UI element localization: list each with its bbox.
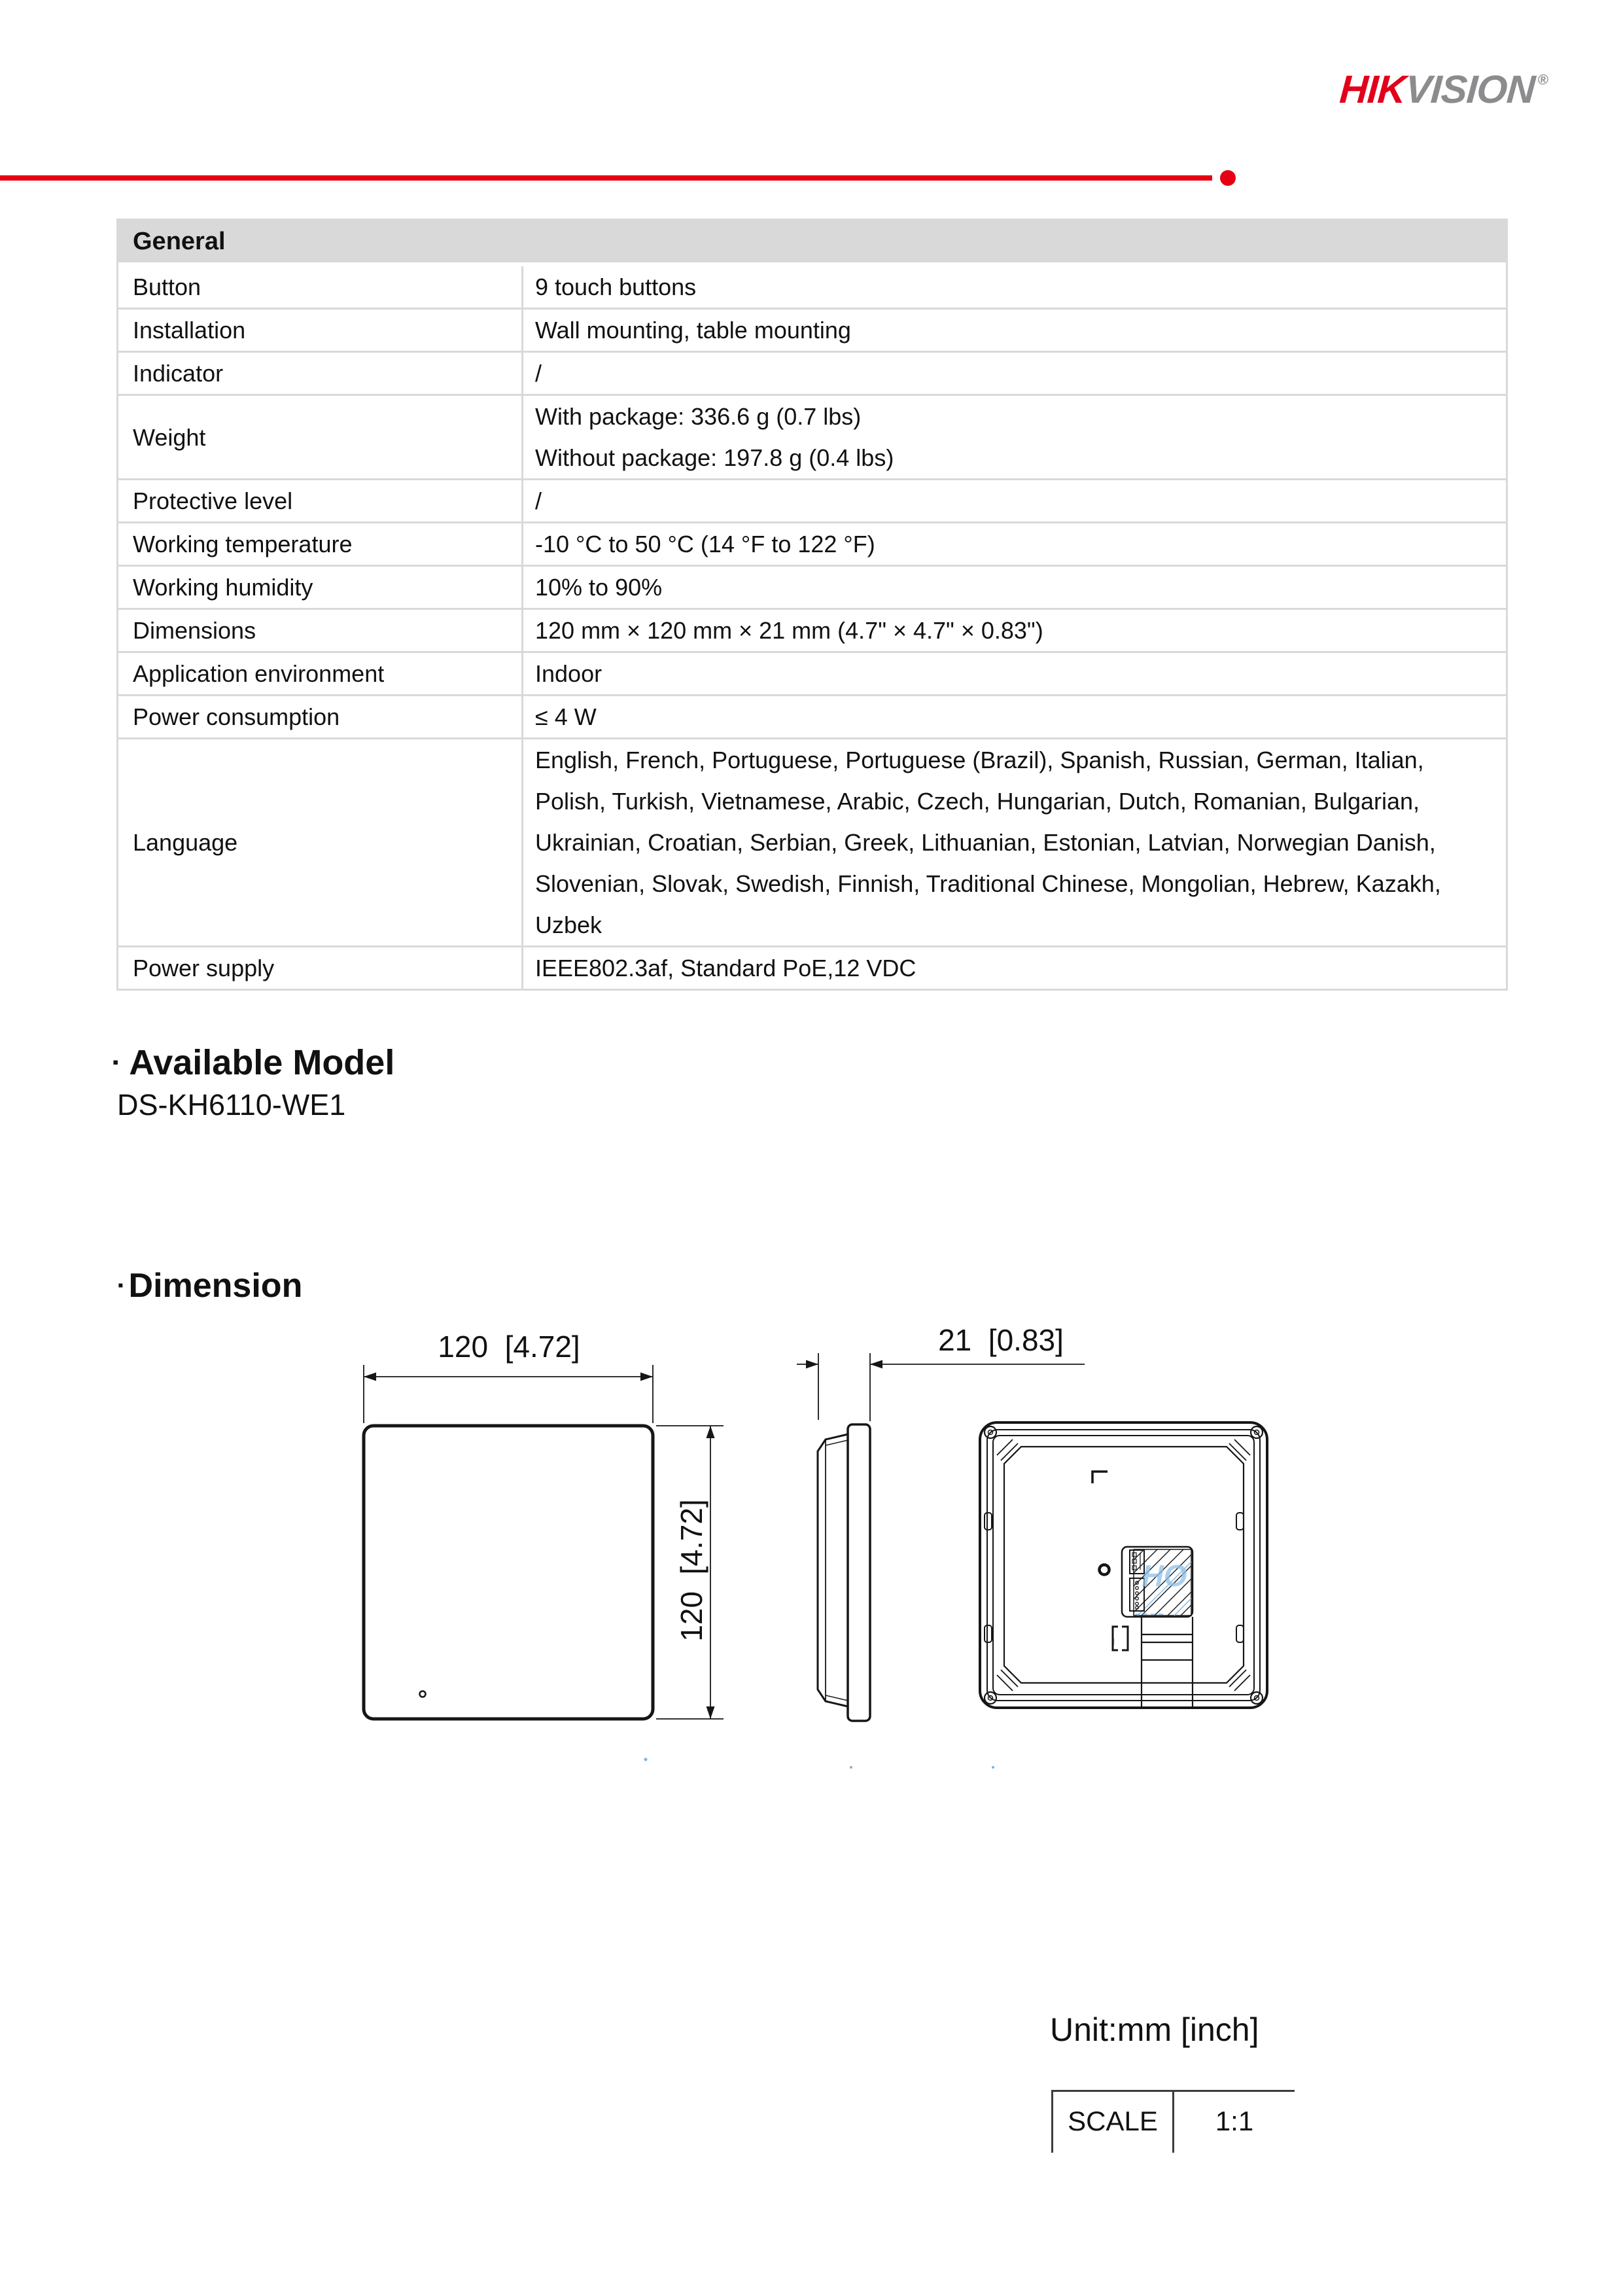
spec-value-line: 9 touch buttons [535,274,697,300]
spec-row [118,608,1506,651]
unit-label: Unit:mm [inch] [1050,2011,1259,2048]
model-number: DS-KH6110-WE1 [117,1088,346,1122]
spec-value-cell [521,480,1506,521]
spec-value-cell [521,523,1506,565]
back-view-outline [980,1422,1267,1708]
spec-label-cell [118,696,521,737]
spec-value-line: -10 °C to 50 °C (14 °F to 122 °F) [535,531,875,557]
spec-value-cell [521,309,1506,351]
height-dim-label: 120 [4.72] [674,1499,708,1642]
wall-clip [1113,1627,1128,1650]
spec-label: Protective level [133,487,293,514]
spec-value-line: English, French, Portuguese, Portuguese (Brazil), Spanish, Russian, German, Italian, [535,747,1424,773]
spec-value-cell [521,567,1506,608]
spec-row [118,394,1506,478]
spec-label: Weight [133,423,206,451]
spec-row [118,737,1506,945]
orientation-mark [1092,1472,1108,1483]
spec-value-line: With package: 336.6 g (0.7 lbs) [535,403,862,430]
available-model-section [113,1042,394,1122]
spec-label: Language [133,829,238,856]
cable-channel [1142,1617,1193,1706]
spec-label: Indicator [133,360,224,387]
watermark-fragment: HO [1142,1559,1187,1593]
header-rule [0,175,1212,181]
dimension-drawing [288,1322,1308,1780]
spec-label: Power supply [133,955,275,981]
spec-value-cell [521,353,1506,394]
dimension-title: Dimension [128,1267,303,1305]
spec-label: Button [133,274,201,300]
spec-label-cell [118,396,521,478]
spec-value-line: / [535,360,542,387]
width-dim-label: 120 [4.72] [438,1330,580,1364]
spec-value-line: Slovenian, Slovak, Swedish, Finnish, Traditional Chinese, Mongolian, Hebrew, Kazakh, [535,870,1441,897]
spec-value-cell [521,610,1506,651]
header-rule-dot [1220,170,1236,186]
back-hole [1100,1565,1109,1575]
spec-label-cell [118,567,521,608]
spec-row [118,308,1506,351]
spec-value-cell [521,696,1506,737]
spec-value-line: Without package: 197.8 g (0.4 lbs) [535,444,894,471]
spec-value-cell [521,739,1506,945]
hikvision-logo [1338,67,1549,112]
spec-label-cell [118,266,521,308]
spec-row [118,351,1506,394]
spec-label: Working humidity [133,574,313,601]
spec-row [118,478,1506,521]
spec-table-header: General [118,221,1506,266]
spec-value-line: Ukrainian, Croatian, Serbian, Greek, Lithuanian, Estonian, Latvian, Norwegian Danish, [535,829,1436,856]
spec-row [118,565,1506,608]
spec-value-cell [521,266,1506,308]
spec-label: Power consumption [133,703,340,730]
spec-label-cell [118,523,521,565]
available-model-title: Available Model [129,1043,395,1082]
spec-row [118,266,1506,308]
spec-label: Working temperature [133,531,353,557]
front-view-outline [364,1426,653,1719]
spec-row [118,521,1506,565]
spec-row [118,651,1506,694]
spec-table [116,219,1508,991]
spec-label: Dimensions [133,617,256,644]
square-bullet-icon: ▪ [113,1052,119,1072]
spec-label-cell [118,309,521,351]
logo-registered-mark: ® [1537,71,1548,88]
back-panel [1004,1447,1244,1683]
spec-label: Application environment [133,660,385,687]
spec-value-line: Wall mounting, table mounting [535,317,851,344]
spec-label: Installation [133,317,246,344]
spec-label-cell [118,480,521,521]
spec-value-cell [521,396,1506,478]
spec-row [118,694,1506,737]
dimension-heading [118,1267,302,1305]
spec-value-line: 10% to 90% [535,574,663,601]
logo-vision: VISION [1404,67,1537,111]
spec-value-line: 120 mm × 120 mm × 21 mm (4.7" × 4.7" × 0.83") [535,617,1043,644]
spec-row [118,945,1506,989]
depth-dim-label: 21 [0.83] [938,1323,1064,1357]
spec-value-line: IEEE802.3af, Standard PoE,12 VDC [535,955,916,981]
logo-hik: HIK [1338,67,1407,111]
corner-bevels [997,1439,1250,1691]
spec-value-line: Uzbek [535,911,602,938]
spec-label-cell [118,610,521,651]
side-view-body [848,1424,870,1721]
available-model-heading [113,1042,394,1083]
front-view-mic-hole [420,1691,426,1697]
spec-value-line: Polish, Turkish, Vietnamese, Arabic, Czech, Hungarian, Dutch, Romanian, Bulgarian, [535,788,1420,815]
square-bullet-icon: ▪ [118,1277,124,1294]
spec-value-line: Indoor [535,660,602,687]
side-view-backplate [818,1434,848,1706]
clip-slots [985,1513,1244,1642]
spec-table-body [118,266,1506,989]
spec-label-cell [118,353,521,394]
corner-screws [985,1426,1263,1704]
spec-value-cell [521,947,1506,989]
spec-label-cell [118,653,521,694]
scale-value: 1:1 [1215,2106,1254,2136]
spec-value-line: / [535,487,542,514]
scale-table [1051,2090,1295,2153]
scale-label: SCALE [1051,2092,1174,2153]
spec-label-cell [118,947,521,989]
spec-value-cell [521,653,1506,694]
spec-label-cell [118,739,521,945]
spec-value-line: ≤ 4 W [535,703,597,730]
